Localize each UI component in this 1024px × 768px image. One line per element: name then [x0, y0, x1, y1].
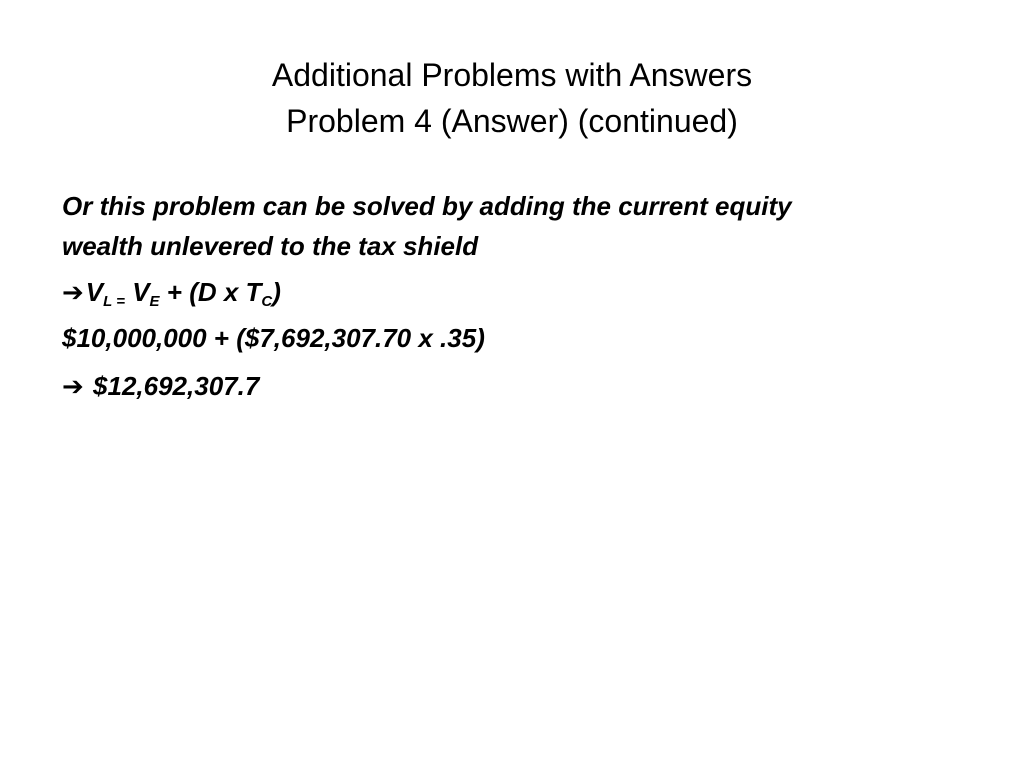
formula-v-e: V [124, 277, 150, 307]
arrow-right-icon: ➔ [62, 371, 84, 401]
subscript-l: L = [103, 293, 125, 310]
slide-title [0, 52, 1024, 144]
subscript-e: E [149, 293, 160, 310]
result-value: $12,692,307.7 [85, 371, 260, 401]
calculation-line: $10,000,000 + ($7,692,307.70 x .35) [62, 323, 485, 353]
formula-line [62, 272, 942, 312]
formula-end: ) [272, 277, 281, 307]
result-line [62, 366, 942, 406]
intro-paragraph [62, 186, 942, 266]
slide-body [62, 186, 942, 406]
formula-v-l: V [85, 277, 104, 307]
intro-line-2: wealth unlevered to the tax shield [62, 231, 479, 261]
subscript-c: C [261, 293, 273, 310]
arrow-right-icon: ➔ [62, 277, 84, 307]
title-line-2: Problem 4 (Answer) (continued) [286, 103, 738, 139]
title-line-1: Additional Problems with Answers [271, 57, 753, 93]
formula-middle: + (D x T [159, 277, 262, 307]
intro-line-1: Or this problem can be solved by adding the current equity [62, 191, 792, 221]
